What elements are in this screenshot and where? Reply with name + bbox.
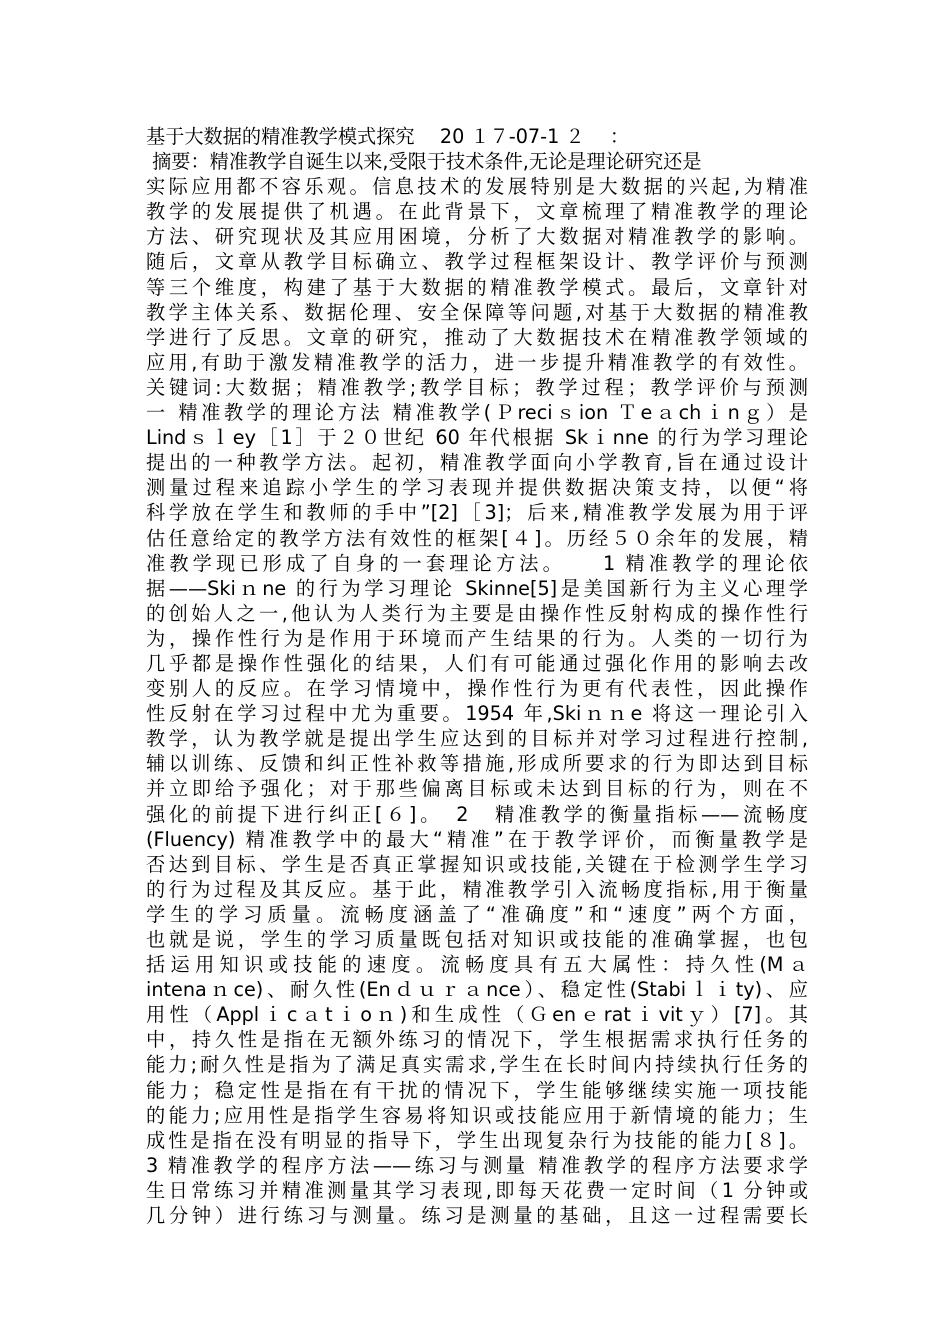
text-line: 几分钟）进行练习与测量。练习是测量的基础，且这一过程需要长 xyxy=(146,1204,808,1228)
text-line: 教学的发展提供了机遇。在此背景下，文章梳理了精准教学的理论 xyxy=(146,200,808,224)
text-line: 3 精准教学的程序方法——练习与测量 精准教学的程序方法要求学 xyxy=(146,1153,808,1177)
text-line: 的行为过程及其反应。基于此，精准教学引入流畅度指标,用于衡量 xyxy=(146,877,808,901)
text-line: 的能力;应用性是指学生容易将知识或技能应用于新情境的能力；生 xyxy=(146,1103,808,1127)
text-line: 的创始人之一,他认为人类行为主要是由操作性反射构成的操作性行 xyxy=(146,601,808,625)
text-line: 提出的一种教学方法。起初，精准教学面向小学教育,旨在通过设计 xyxy=(146,451,808,475)
text-line: 用性（Applｉcａtｉoｎ)和生成性（Ｇenｅratｉvitｙ）[7]。其 xyxy=(146,1003,808,1027)
text-line: 随后，文章从教学目标确立、教学过程框架设计、教学评价与预测 xyxy=(146,250,808,274)
text-line: 方法、研究现状及其应用困境，分析了大数据对精准教学的影响。 xyxy=(146,225,808,249)
text-line: 辅以训练、反馈和纠正性补救等措施,形成所要求的行为即达到目标 xyxy=(146,752,808,776)
text-line: Lindｓｌey［1］于２０世纪 60 年代根据 Skｉnne 的行为学习理论 xyxy=(146,426,808,450)
document-body xyxy=(146,124,808,1228)
text-line: 一 精准教学的理论方法 精准教学(Ｐreciｓion Ｔeａchｉnｇ）是 xyxy=(146,401,808,425)
text-line: 摘要：精准教学自诞生以来,受限于技术条件,无论是理论研究还是 xyxy=(146,150,702,174)
text-line: 也就是说，学生的学习质量既包括对知识或技能的准确掌握，也包 xyxy=(146,928,808,951)
text-line: 学生的学习质量。流畅度涵盖了“准确度”和“速度”两个方面， xyxy=(146,902,808,926)
text-line: (Fluency) 精准教学中的最大“精准”在于教学评价，而衡量教学是 xyxy=(146,827,808,851)
text-line: intenaｎce)、耐久性(Enｄｕｒａnce）、稳定性(Stabiｌｉty)、应 xyxy=(146,978,808,1002)
text-line: 括运用知识或技能的速度。流畅度具有五大属性：持久性(Mａ xyxy=(146,953,808,977)
text-line: 能力;耐久性是指为了满足真实需求,学生在长时间内持续执行任务的 xyxy=(146,1053,808,1077)
document-title-line: 基于大数据的精准教学模式探究 20 １７-07-1 ２ ： xyxy=(146,125,630,148)
text-line: 并立即给予强化；对于那些偏离目标或未达到目标的行为，则在不 xyxy=(146,777,808,801)
text-line: 据——Skiｎne 的行为学习理论 Skinne[5]是美国新行为主义心理学 xyxy=(146,576,808,600)
text-line: 学进行了反思。文章的研究，推动了大数据技术在精准教学领域的 xyxy=(146,325,808,349)
text-line: 科学放在学生和教师的手中”[2]［3]；后来,精准教学发展为用于评 xyxy=(146,501,808,525)
text-line: 性反射在学习过程中尤为重要。1954 年,Skiｎｎe 将这一理论引入 xyxy=(146,702,808,726)
text-line: 成性是指在没有明显的指导下，学生出现复杂行为技能的能力[８]。 xyxy=(146,1128,808,1152)
text-line: 教学主体关系、数据伦理、安全保障等问题,对基于大数据的精准教 xyxy=(146,300,808,324)
keywords-line: 关键词:大数据；精准教学;教学目标；教学过程；教学评价与预测 xyxy=(146,375,808,399)
text-line: 中，持久性是指在无额外练习的情况下，学生根据需求执行任务的 xyxy=(146,1028,808,1052)
text-line: 否达到目标、学生是否真正掌握知识或技能,关键在于检测学生学习 xyxy=(146,852,808,876)
text-line: 变别人的反应。在学习情境中，操作性行为更有代表性，因此操作 xyxy=(146,677,808,701)
text-line: 生日常练习并精准测量其学习表现,即每天花费一定时间（1 分钟或 xyxy=(146,1178,808,1202)
text-line: 实际应用都不容乐观。信息技术的发展特别是大数据的兴起,为精准 xyxy=(146,175,808,199)
text-line: 几乎都是操作性强化的结果，人们有可能通过强化作用的影响去改 xyxy=(146,651,808,675)
text-line: 强化的前提下进行纠正[６]。 2 精准教学的衡量指标——流畅度 xyxy=(146,802,808,826)
text-line: 估任意给定的教学方法有效性的框架[４]。历经５０余年的发展，精 xyxy=(146,526,808,550)
text-line: 为，操作性行为是作用于环境而产生结果的行为。人类的一切行为 xyxy=(146,626,808,650)
text-line: 应用,有助于激发精准教学的活力，进一步提升精准教学的有效性。 xyxy=(146,350,808,374)
text-line: 等三个维度，构建了基于大数据的精准教学模式。最后，文章针对 xyxy=(146,275,808,299)
text-line: 测量过程来追踪小学生的学习表现并提供数据决策支持，以便“将 xyxy=(146,476,808,500)
text-line: 准教学现已形成了自身的一套理论方法。 1 精准教学的理论依 xyxy=(146,551,808,575)
text-line: 教学，认为教学就是提出学生应达到的目标并对学习过程进行控制, xyxy=(146,727,808,751)
text-line: 能力；稳定性是指在有干扰的情况下，学生能够继续实施一项技能 xyxy=(146,1078,808,1102)
